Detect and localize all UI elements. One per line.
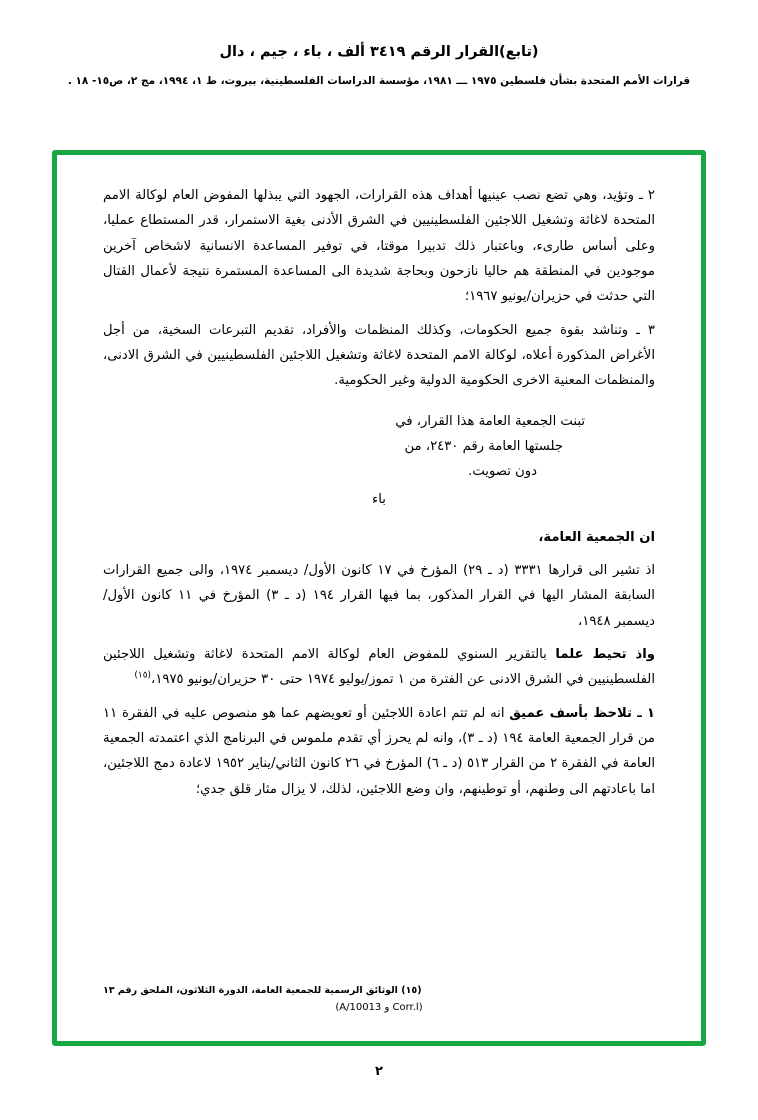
section-letter: باء xyxy=(372,491,386,507)
adoption-line-1: تبنت الجمعية العامة هذا القرار، في xyxy=(395,413,585,429)
page-number: ٢ xyxy=(375,1064,383,1079)
page-source-citation: قرارات الأمم المتحدة بشأن فلسطين ١٩٧٥ ـــ ١٩٨١، مؤسسة الدراسات الفلسطينية، بيروت، ط ١، ١٩٩٤، مج ٢، ص١٥- ١٨ . xyxy=(67,74,691,87)
page-title: (تابع)القرار الرقم ٣٤١٩ ألف ، باء ، جيم ، دال xyxy=(219,44,539,60)
preamble-paragraph-1: اذ تشير الى قرارها ٣٣٣١ (د ـ ٢٩) المؤرخ في ١٧ كانون الأول/ ديسمبر ١٩٧٤، والى جميع القرارات السابقة المشار اليها في القرار المذكور، بما فيها القرار ١٩٤ (د ـ ٣) المؤرخ في ١١ كانون الأول/ ديسمبر ١٩٤٨، xyxy=(103,562,655,629)
operative-paragraph-1 xyxy=(103,701,655,802)
paragraph-2: ٢ ـ وتؤيد، وهي تضع نصب عينيها أهداف هذه القرارات، الجهود التي يبذلها المفوض العام لوكالة الامم المتحدة لاغاثة وتشغيل اللاجئين الفلسطينيين في الشرق الأدنى بغية الاستمرار، قدر المستطاع عمليا، وعلى أساس طارىء، وباعتبار ذلك تدبيرا موقتا، في توفير المساعدة الانسانية لاشخاص آخرين موجودين في المنطقة هم حاليا نازحون وبحاجة شديدة الى المساعدة المستمرة نتيجة لأعمال القتال التي حدثت في حزيران/يونيو ١٩٦٧؛ xyxy=(103,188,655,305)
footnote-line-2: (A/10013 و Corr.l) xyxy=(335,1002,423,1013)
preamble-paragraph-2 xyxy=(103,642,655,693)
page-header xyxy=(0,42,758,90)
footnote-line-1: (١٥) الوثائق الرسمية للجمعية العامة، الدورة الثلاثون، الملحق رقم ١٣ xyxy=(103,984,422,996)
preamble-2-lead: واذ تحيط علما xyxy=(555,646,655,662)
content-frame xyxy=(52,150,706,1046)
adoption-line-2: جلستها العامة رقم ٢٤٣٠، من xyxy=(404,439,563,455)
spacer xyxy=(103,396,655,409)
adoption-line-3: دون تصويت. xyxy=(468,464,537,480)
spacer xyxy=(103,512,655,525)
footnote-block xyxy=(103,982,655,1017)
section-heading: ان الجمعية العامة، xyxy=(538,529,655,545)
operative-1-text: انه لم تتم اعادة اللاجئين أو تعويضهم عما هو منصوص عليه في الفقرة ١١ من قرار الجمعية العامة ١٩٤ (د ـ ٣)، وانه لم يحرز أي تقدم ملموس في البرنامج الذي اعتمدته الجمعية العامة في الفقرة ٢ من القرار ٥١٣ (د ـ ٦) المؤرخ في ٢٦ كانون الثاني/يناير ١٩٥٢ لاعادة دمج اللاجئين، اما باعادتهم الى وطنهم، أو توطينهم، وان وضع اللاجئين، لذلك، لا يزال مثار قلق جدي؛ xyxy=(103,705,655,797)
document-page xyxy=(0,42,758,1120)
operative-1-lead: ١ ـ تلاحظ بأسف عميق xyxy=(509,705,655,721)
paragraph-3: ٣ ـ وتناشد بقوة جميع الحكومات، وكذلك المنظمات والأفراد، تقديم التبرعات السخية، من أجل الأغراض المذكورة أعلاه، لوكالة الامم المتحدة لاغاثة وتشغيل اللاجئين الفلسطينيين في الشرق الادنى، والمنظمات المعنية الاخرى الحكومية الدولية وغير الحكومية. xyxy=(103,322,655,389)
content-body xyxy=(57,155,701,1041)
preamble-2-text: بالتقرير السنوي للمفوض العام لوكالة الامم المتحدة لاغاثة وتشغيل اللاجئين الفلسطينيين في الشرق الادنى عن الفترة من ١ تموز/يوليو ١٩٧٤ حتى ٣٠ حزيران/يونيو ١٩٧٥، xyxy=(103,646,655,688)
footnote-reference: (١٥) xyxy=(134,670,152,681)
